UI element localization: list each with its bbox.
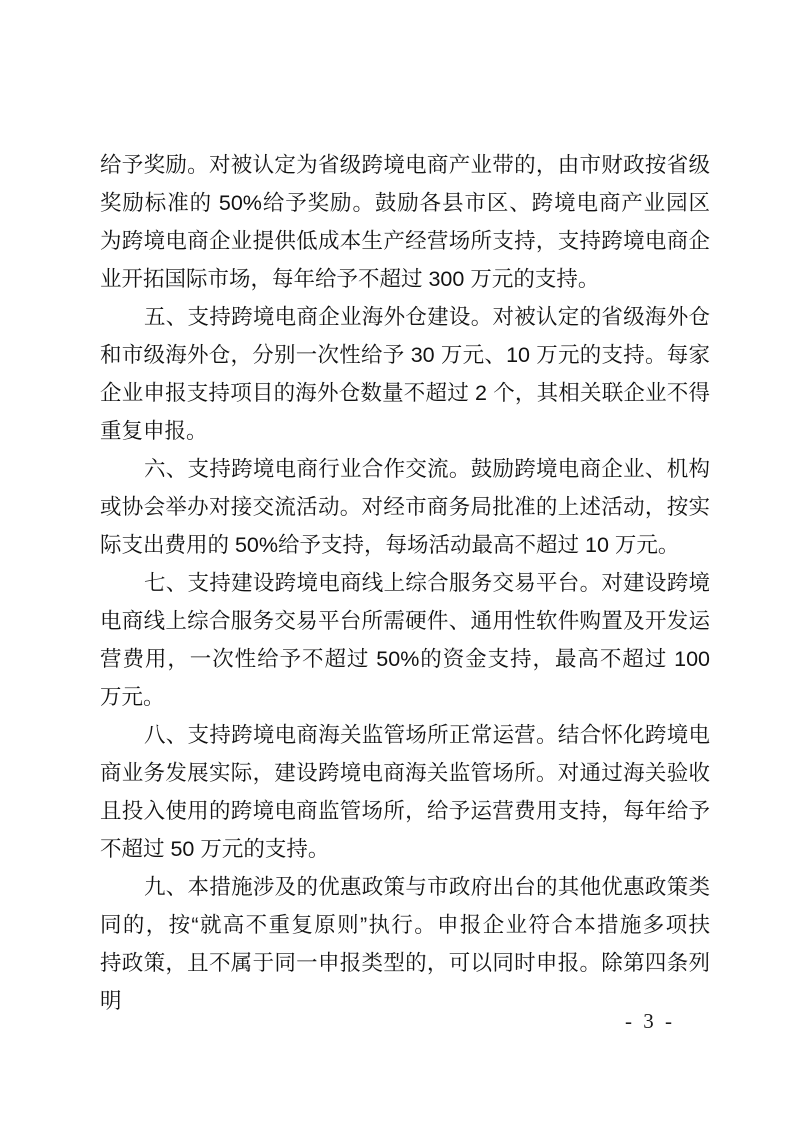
- text-line: 且投入使用的跨境电商监管场所，给予运营费用支持，每年给予: [100, 799, 710, 823]
- text-line: 际支出费用的 50%给予支持，每场活动最高不超过 10 万元。: [100, 533, 680, 557]
- text-line: 奖励标准的 50%给予奖励。鼓励各县市区、跨境电商产业园区: [100, 191, 710, 215]
- text-line: 同的，按“就高不重复原则”执行。申报企业符合本措施多项扶: [100, 913, 710, 937]
- text-line: 五、支持跨境电商企业海外仓建设。对被认定的省级海外仓: [144, 305, 710, 329]
- text-line: 给予奖励。对被认定为省级跨境电商产业带的，由市财政按省级: [100, 153, 710, 177]
- text-line: 不超过 50 万元的支持。: [100, 837, 330, 861]
- text-line: 七、支持建设跨境电商线上综合服务交易平台。对建设跨境: [144, 571, 710, 595]
- text-line: 营费用，一次性给予不超过 50%的资金支持，最高不超过 100: [100, 647, 710, 671]
- text-line: 和市级海外仓，分别一次性给予 30 万元、10 万元的支持。每家: [100, 343, 710, 367]
- text-line: 电商线上综合服务交易平台所需硬件、通用性软件购置及开发运: [100, 609, 710, 633]
- text-line: 企业申报支持项目的海外仓数量不超过 2 个，其相关联企业不得: [100, 381, 710, 405]
- text-line: 持政策，且不属于同一申报类型的，可以同时申报。除第四条列明: [100, 951, 710, 1013]
- text-line: 业开拓国际市场，每年给予不超过 300 万元的支持。: [100, 267, 600, 291]
- text-line: 万元。: [100, 685, 165, 709]
- text-line: 或协会举办对接交流活动。对经市商务局批准的上述活动，按实: [100, 495, 710, 519]
- text-line: 九、本措施涉及的优惠政策与市政府出台的其他优惠政策类: [144, 875, 710, 899]
- text-line: 重复申报。: [100, 419, 208, 443]
- document-body: [100, 146, 710, 1013]
- text-line: 为跨境电商企业提供低成本生产经营场所支持，支持跨境电商企: [100, 229, 710, 253]
- text-line: 商业务发展实际，建设跨境电商海关监管场所。对通过海关验收: [100, 761, 710, 785]
- page-number: - 3 -: [625, 1009, 675, 1033]
- text-line: 六、支持跨境电商行业合作交流。鼓励跨境电商企业、机构: [144, 457, 710, 481]
- text-line: 八、支持跨境电商海关监管场所正常运营。结合怀化跨境电: [144, 723, 710, 747]
